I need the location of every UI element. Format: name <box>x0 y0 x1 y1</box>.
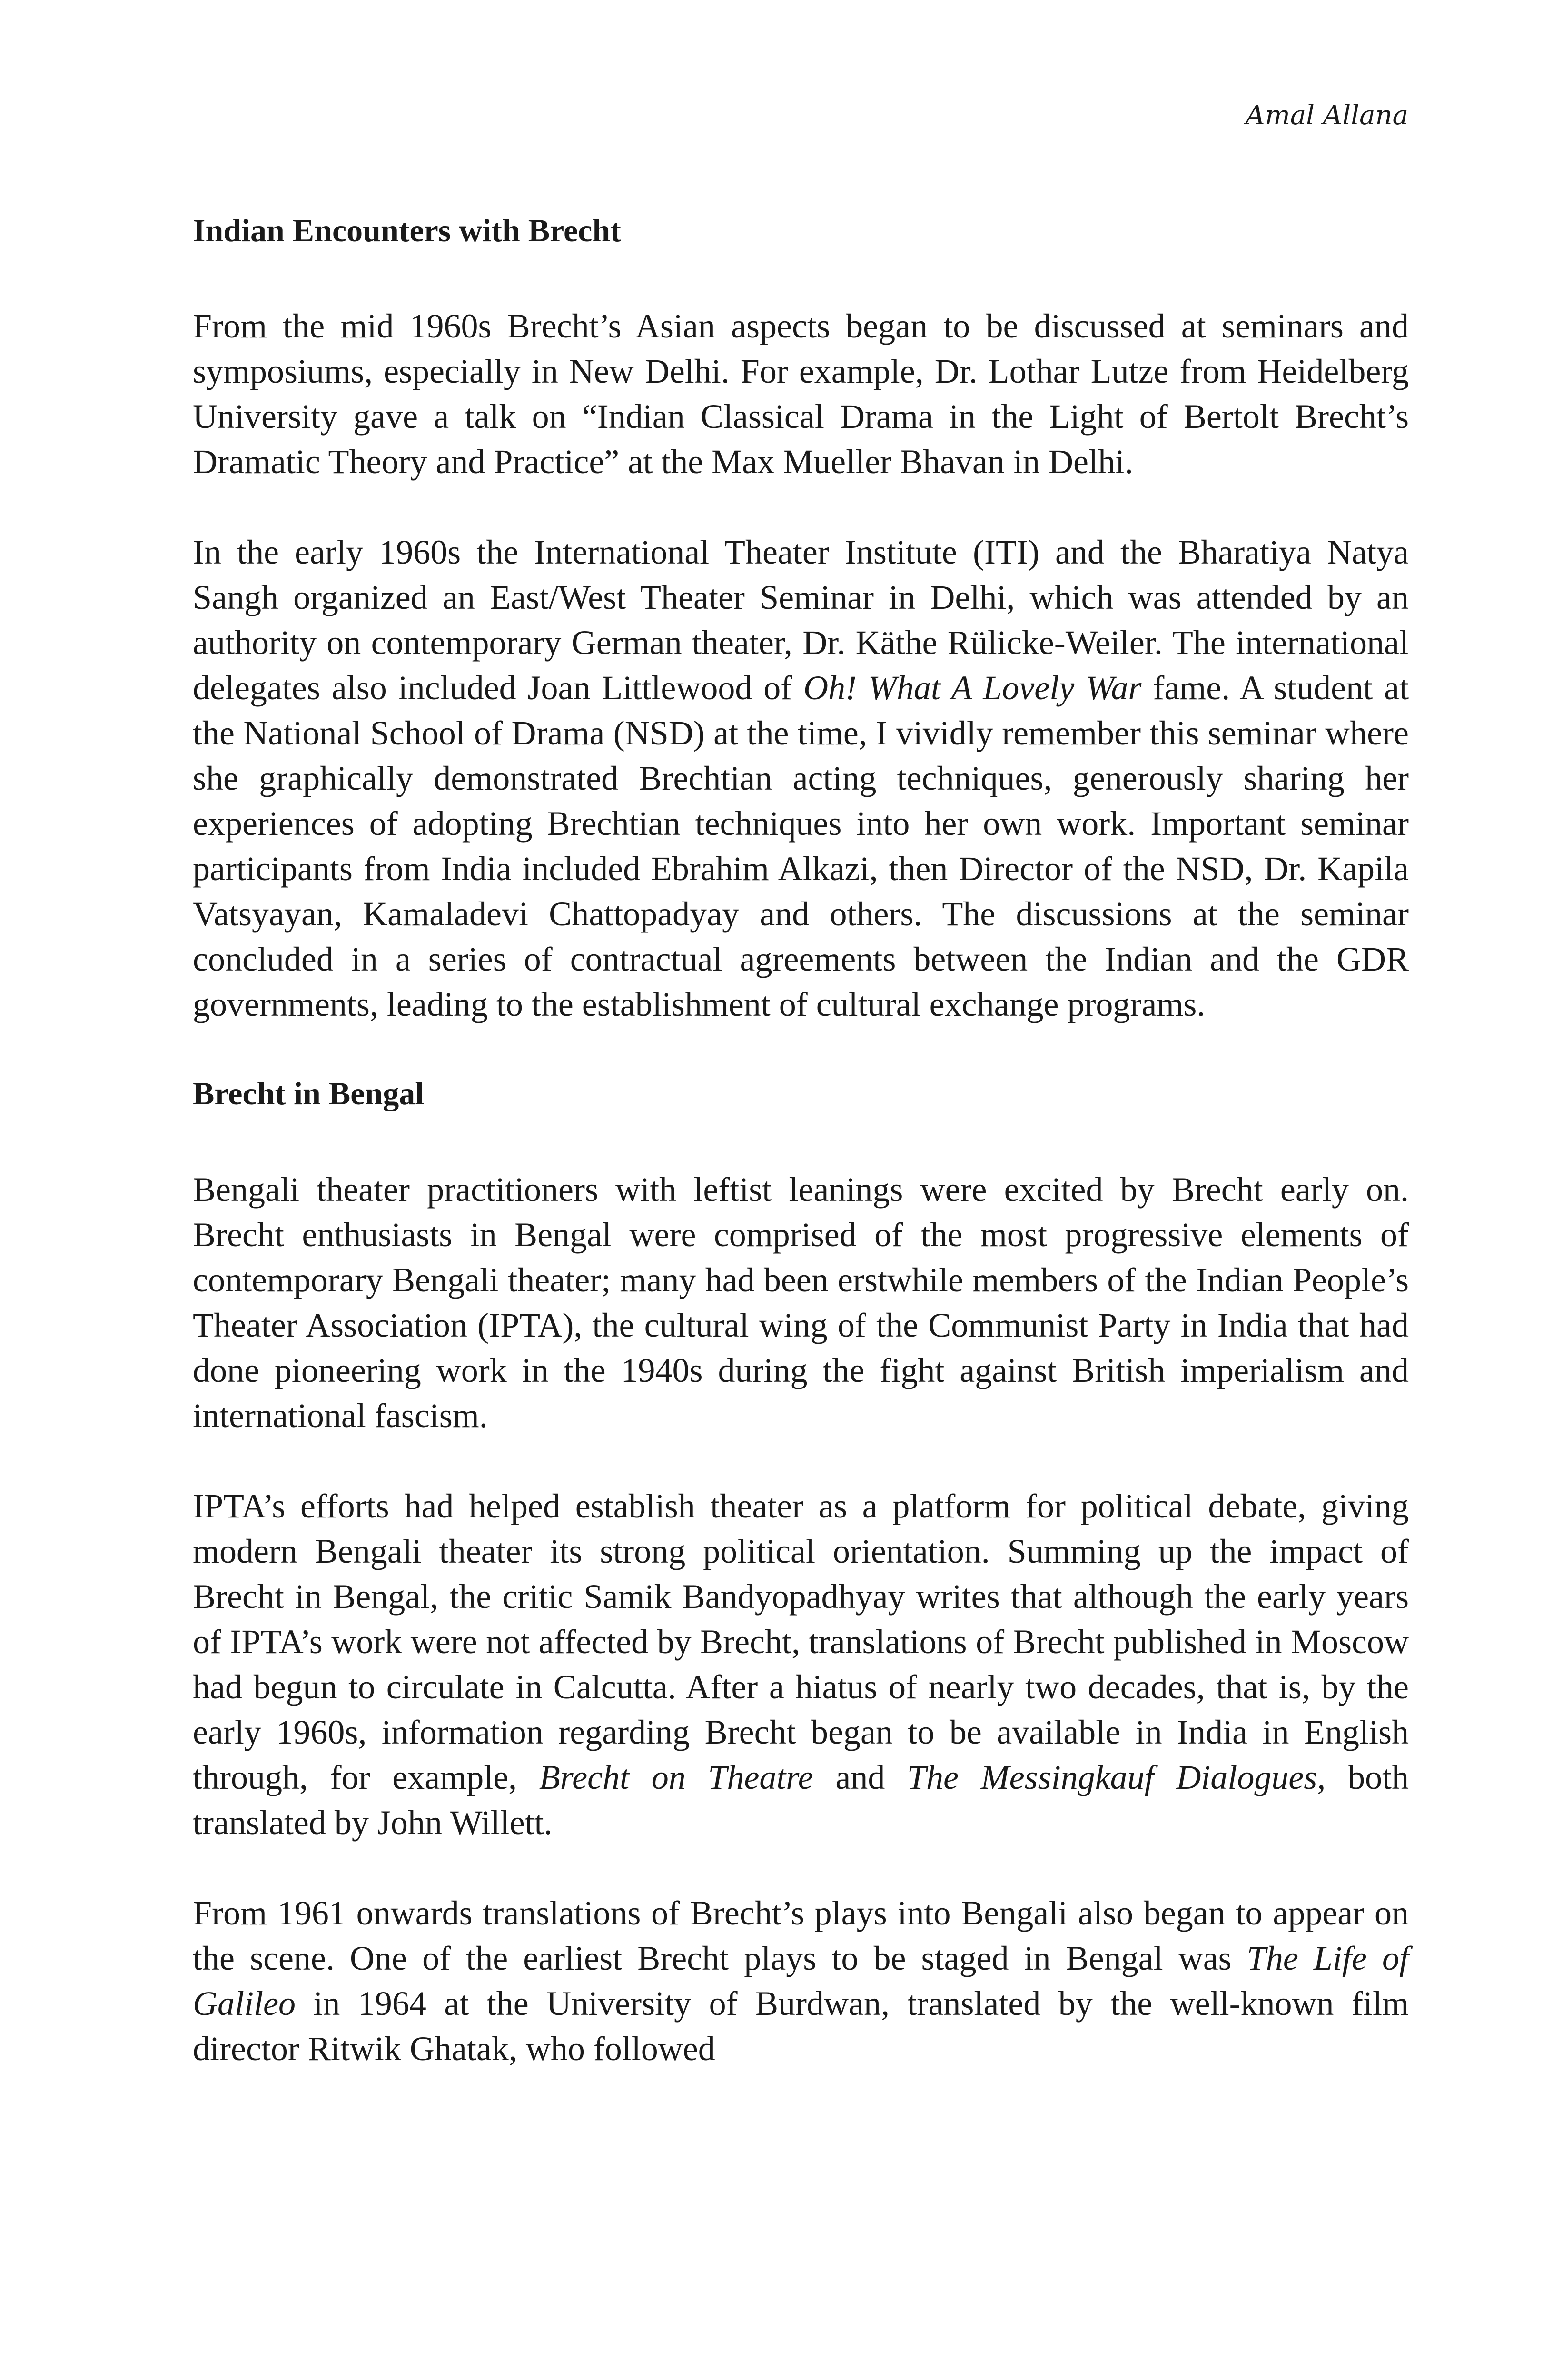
section-heading-indian-encounters: Indian Encounters with Brecht <box>193 212 621 248</box>
paragraph-text: fame. A student at the National School of Drama (NSD) at the time, I vividly remember this seminar where she graphically demonstrated Brechtian acting techniques, generously sharing her experiences of adopting Brechtian techniques into her own work. Important seminar participants from India included Ebrahim Alkazi, then Director of the NSD, Dr. Kapila Vatsyayan, Kamaladevi Chattopadyay and others. The discussions at the seminar concluded in a series of contractual agreements between the Indian and the GDR governments, leading to the establishment of cultural exchange programs. <box>193 669 1409 1024</box>
paragraph-ipta-efforts <box>193 1484 1409 1845</box>
running-head-author: Amal Allana <box>1246 100 1408 131</box>
paragraph-early-1960s-seminar <box>193 530 1409 1027</box>
section-heading-brecht-in-bengal: Brecht in Bengal <box>193 1075 425 1112</box>
paragraph-bengali-practitioners: Bengali theater practitioners with leftist leanings were excited by Brecht early on. Brecht enthusiasts in Bengal were comprised of the most progressive elements of contemporary Bengali theater; many had been erstwhile members of the Indian People’s Theater Association (IPTA), the cultural wing of the Communist Party in India that had done pioneering work in the 1940s during the fight against British imperialism and international fascism. <box>193 1170 1409 1435</box>
paragraph-mid-1960s: From the mid 1960s Brecht’s Asian aspects began to be discussed at seminars and symposiums, especially in New Delhi. For example, Dr. Lothar Lutze from Heidelberg University gave a talk on “Indian Classical Drama in the Light of Bertolt Brecht’s Dramatic Theory and Practice” at the Max Mueller Bhavan in Delhi. <box>193 307 1409 481</box>
paragraph-1961-translations <box>193 1891 1409 2072</box>
play-title-life-of-galileo: The Life of Galileo <box>193 1939 1409 2023</box>
paragraph-text: From 1961 onwards translations of Brecht’s plays into Bengali also began to appear on the scene. One of the earliest Brecht plays to be staged in Bengal was <box>193 1894 1409 1977</box>
paragraph-text: and <box>813 1758 908 1796</box>
book-title-messingkauf-dialogues: The Messingkauf Dialogues, <box>907 1758 1326 1796</box>
paragraph-text: IPTA’s efforts had helped establish theater as a platform for political debate, giving modern Bengali theater its strong political orientation. Summing up the impact of Brecht in Bengal, the critic Samik Bandyopadhyay writes that although the early years of IPTA’s work were not affected by Brecht, translations of Brecht published in Moscow had begun to circulate in Calcutta. After a hiatus of nearly two decades, that is, by the early 1960s, information regarding Brecht began to be available in India in English through, for example, <box>193 1487 1409 1796</box>
paragraph-text: both translated by John Willett. <box>193 1758 1409 1842</box>
book-title-brecht-on-theatre: Brecht on Theatre <box>539 1758 813 1796</box>
paragraph-text: in 1964 at the University of Burdwan, translated by the well-known film director Ritwik Ghatak, who followed <box>193 1984 1409 2068</box>
paragraph-text: In the early 1960s the International Theater Institute (ITI) and the Bharatiya Natya Sangh organized an East/West Theater Seminar in Delhi, which was attended by an authority on contemporary German theater, Dr. Käthe Rülicke-Weiler. The international delegates also included Joan Littlewood of <box>193 533 1409 707</box>
play-title-oh-what-a-lovely-war: Oh! What A Lovely War <box>803 669 1142 707</box>
body-text <box>193 209 1409 2072</box>
